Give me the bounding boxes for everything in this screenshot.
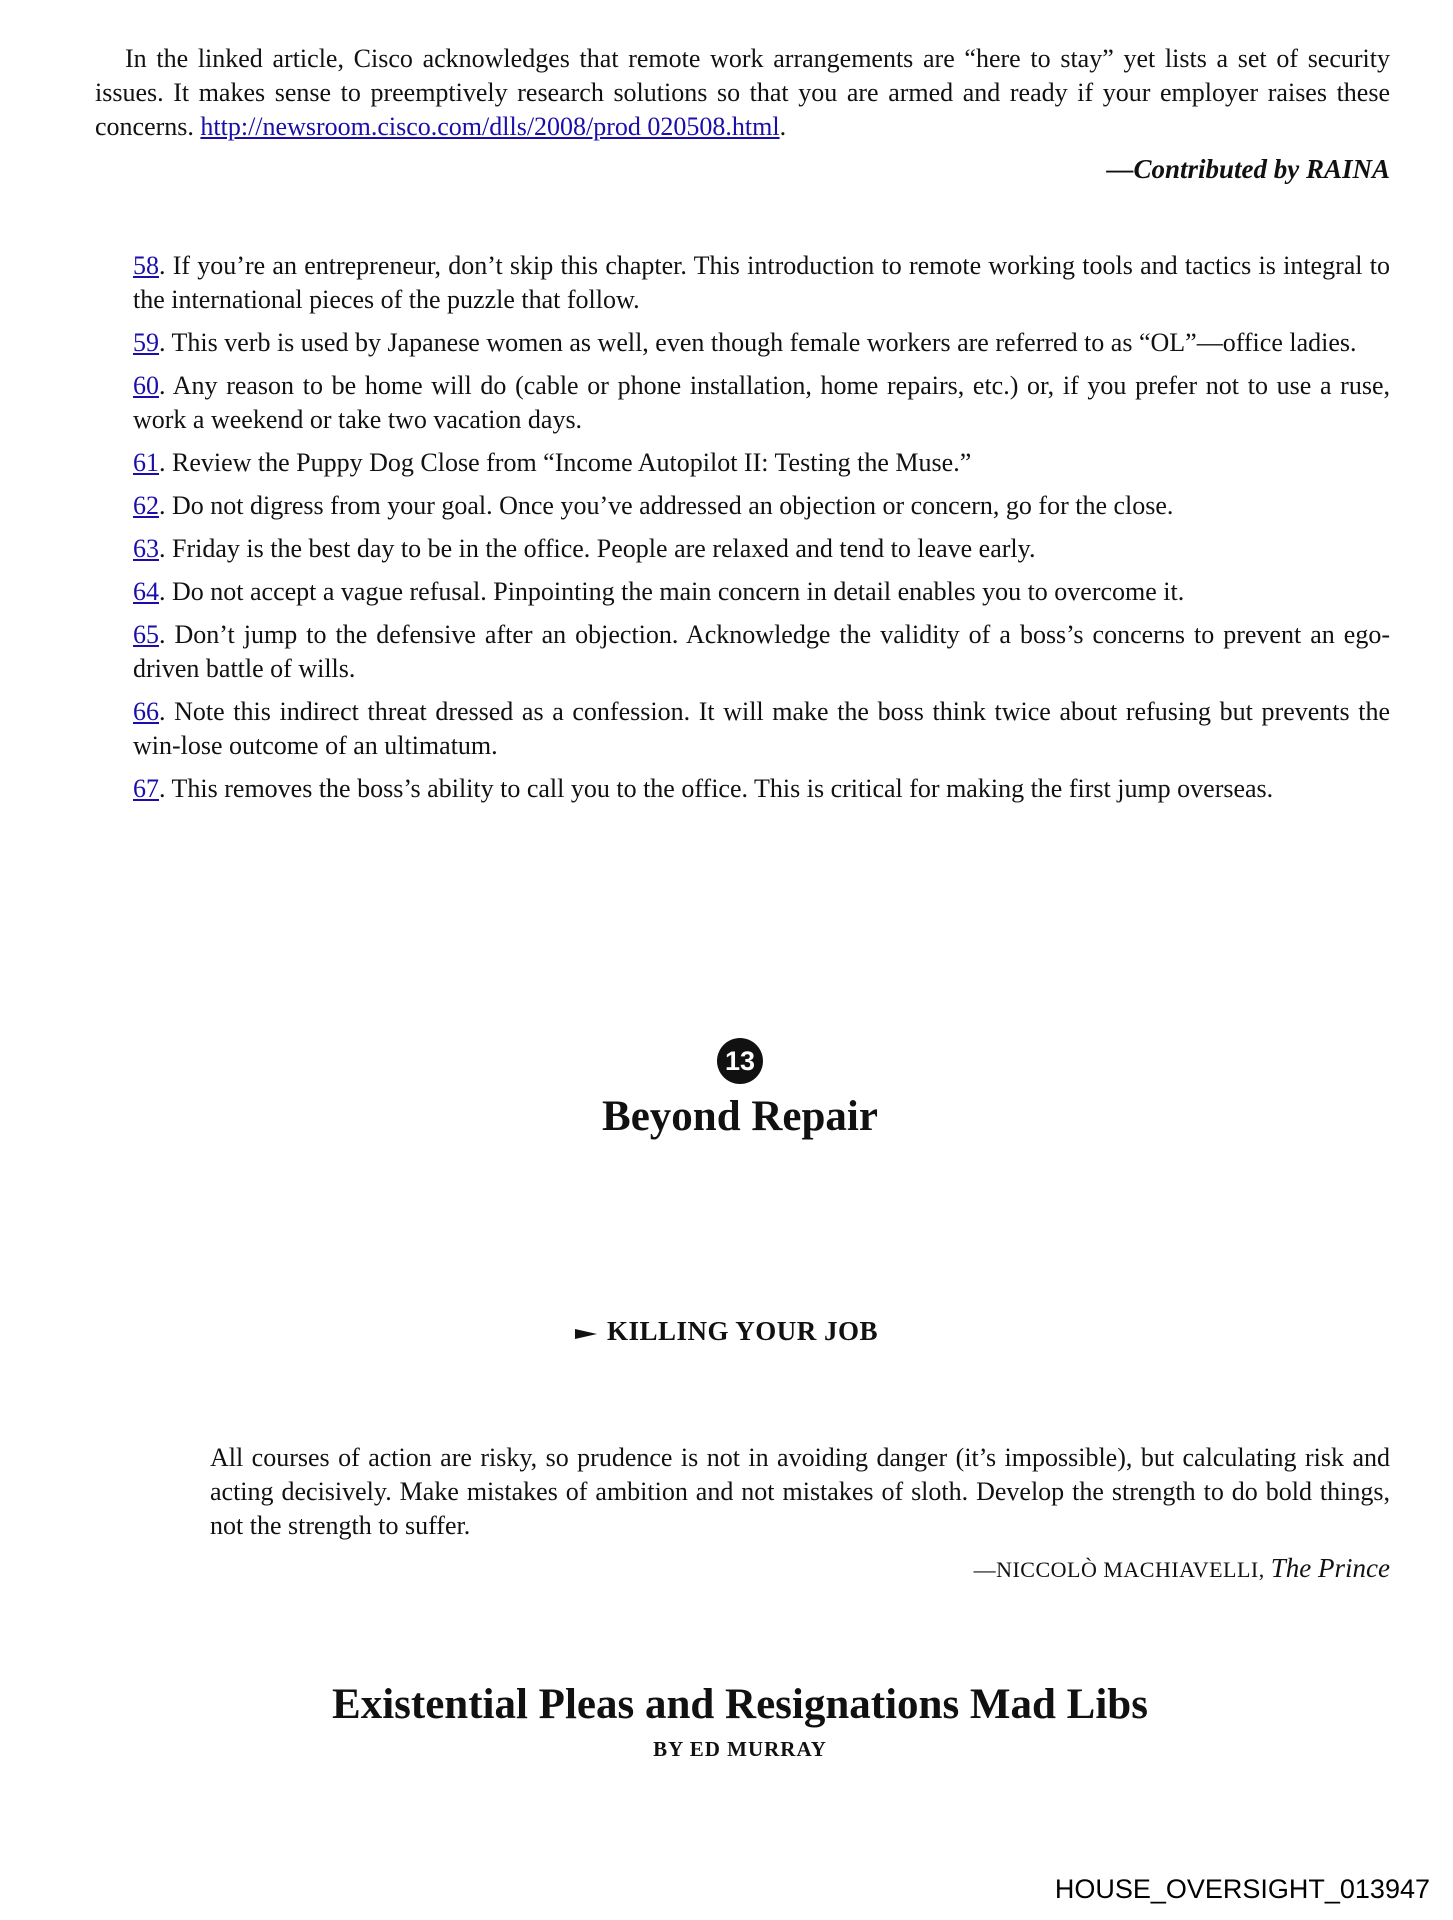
section-heading-text: KILLING YOUR JOB <box>607 1316 879 1346</box>
endnote <box>133 326 1390 360</box>
endnote-number-link[interactable]: 59 <box>133 328 159 357</box>
intro-paragraph <box>95 42 1390 144</box>
endnote-text: . Don’t jump to the defensive after an objection. Acknowledge the validity of a boss’s concerns to prevent an ego-driven battle of wills. <box>133 620 1390 683</box>
madlibs-byline: BY ED MURRAY <box>653 1737 827 1761</box>
endnote <box>133 446 1390 480</box>
cisco-article-link[interactable]: http://newsroom.cisco.com/dlls/2008/prod 020508.html <box>200 112 780 141</box>
section-heading <box>575 1316 878 1347</box>
endnote <box>133 489 1390 523</box>
epigraph-attribution <box>974 1553 1390 1584</box>
endnote-number-link[interactable]: 62 <box>133 491 159 520</box>
endnote-number-link[interactable]: 63 <box>133 534 159 563</box>
endnote <box>133 532 1390 566</box>
endnote-text: . Do not accept a vague refusal. Pinpointing the main concern in detail enables you to overcome it. <box>159 577 1185 606</box>
epigraph-author: —NICCOLÒ MACHIAVELLI, <box>973 1557 1271 1582</box>
endnote-number-link[interactable]: 65 <box>133 620 159 649</box>
madlibs-title: Existential Pleas and Resignations Mad Libs <box>332 1681 1148 1728</box>
endnote-text: . Note this indirect threat dressed as a confession. It will make the boss think twice about refusing but prevents the win-lose outcome of an ultimatum. <box>133 697 1390 760</box>
endnote-number-link[interactable]: 66 <box>133 697 159 726</box>
endnote-text: . This verb is used by Japanese women as well, even though female workers are referred to as “OL”—office ladies. <box>159 328 1357 357</box>
endnote-text: . Friday is the best day to be in the office. People are relaxed and tend to leave early. <box>159 534 1036 563</box>
endnote-text: . If you’re an entrepreneur, don’t skip this chapter. This introduction to remote working tools and tactics is integral to the international pieces of the puzzle that follow. <box>133 251 1390 314</box>
endnote-text: . Review the Puppy Dog Close from “Income Autopilot II: Testing the Muse.” <box>159 448 972 477</box>
endnote <box>133 249 1390 317</box>
epigraph-work-title: The Prince <box>1270 1553 1390 1583</box>
endnote-text: . Any reason to be home will do (cable or phone installation, home repairs, etc.) or, if you prefer not to use a ruse, work a weekend or take two vacation days. <box>133 371 1390 434</box>
endnote <box>133 369 1390 437</box>
epigraph-quote: All courses of action are risky, so prudence is not in avoiding danger (it’s impossible), but calculating risk and acting decisively. Make mistakes of ambition and not mistakes of sloth. Develop the strength to do bold things, not the strength to suffer. <box>210 1443 1390 1540</box>
endnote <box>133 772 1390 806</box>
endnotes-list <box>133 249 1390 815</box>
endnote-number-link[interactable]: 64 <box>133 577 159 606</box>
chapter-title: Beyond Repair <box>602 1093 878 1140</box>
intro-period: . <box>779 112 787 141</box>
endnote-text: . This removes the boss’s ability to call you to the office. This is critical for making the first jump overseas. <box>159 774 1274 803</box>
chapter-number-badge: 13 <box>717 1038 763 1084</box>
endnote-text: . Do not digress from your goal. Once you’ve addressed an objection or concern, go for the close. <box>159 491 1174 520</box>
endnote <box>133 575 1390 609</box>
bates-number: HOUSE_OVERSIGHT_013947 <box>1054 1874 1430 1904</box>
endnote <box>133 618 1390 686</box>
intro-text: In the linked article, Cisco acknowledges that remote work arrangements are “here to stay” yet lists a set of security issues. It makes sense to preemptively research solutions so that you are armed and ready if your employer raises these concerns. <box>95 44 1390 141</box>
endnote <box>133 695 1390 763</box>
endnote-number-link[interactable]: 58 <box>133 251 159 280</box>
pointer-arrow-icon <box>575 1329 597 1339</box>
endnote-number-link[interactable]: 67 <box>133 774 159 803</box>
endnote-number-link[interactable]: 61 <box>133 448 159 477</box>
contributor-credit: —Contributed by RAINA <box>1106 154 1390 184</box>
endnote-number-link[interactable]: 60 <box>133 371 159 400</box>
